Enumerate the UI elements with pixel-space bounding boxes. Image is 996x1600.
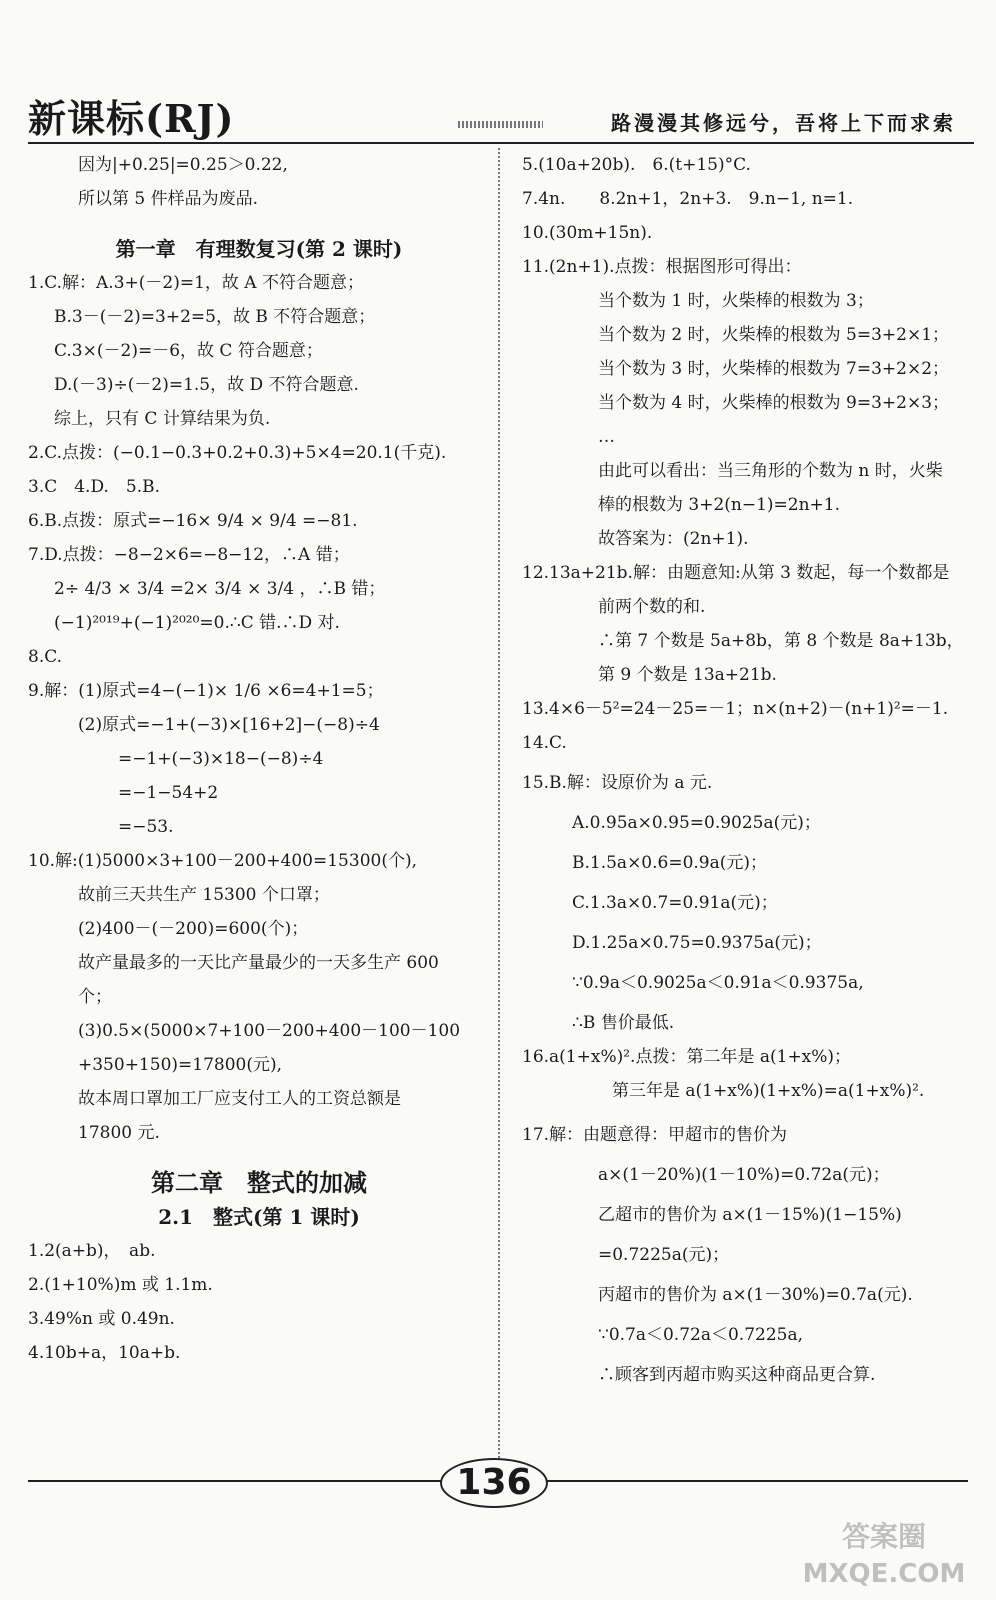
answer-line: ∴顾客到丙超市购买这种商品更合算. — [598, 1365, 876, 1385]
answer-line: 1.2(a+b)， ab. — [28, 1241, 156, 1261]
answer-line: 3.C 4.D. 5.B. — [28, 477, 160, 497]
spacer — [28, 216, 490, 232]
answer-line: 故前三天共生产 15300 个口罩； — [78, 885, 330, 905]
answer-line: 故答案为：(2n+1). — [598, 529, 749, 549]
spacer — [28, 1150, 490, 1166]
answer-line: 6.B.点拨：原式=−16× 9/4 × 9/4 =−81. — [28, 511, 358, 531]
answer-line: 9.解：(1)原式=4−(−1)× 1/6 ×6=4+1=5； — [28, 681, 384, 701]
section-heading: 第二章 整式的加减 — [151, 1168, 367, 1197]
answer-line: 7.4n. 8.2n+1，2n+3. 9.n−1, n=1. — [522, 189, 854, 209]
answer-line: 故产量最多的一天比产量最少的一天多生产 600 — [78, 953, 439, 973]
left-column — [28, 148, 490, 1370]
answer-line: =−1−54+2 — [118, 783, 219, 803]
answer-line: 丙超市的售价为 a×(1－30%)=0.7a(元). — [598, 1285, 913, 1305]
answer-line: 10.解:(1)5000×3+100－200+400=15300(个), — [28, 851, 417, 871]
watermark-logo-text: 答案圈 — [841, 1520, 927, 1553]
answer-line: 16.a(1+x%)².点拨：第二年是 a(1+x%)； — [522, 1047, 852, 1067]
answer-line: 当个数为 4 时，火柴棒的根数为 9=3+2×3； — [598, 393, 950, 413]
answer-line: C.1.3a×0.7=0.91a(元)； — [572, 893, 778, 913]
answer-line: 5.(10a+20b). 6.(t+15)°C. — [522, 155, 751, 175]
answer-line: ∵0.7a＜0.72a＜0.7225a, — [598, 1325, 803, 1345]
answer-line: =−1+(−3)×18−(−8)÷4 — [118, 749, 324, 769]
answer-line: 14.C. — [522, 733, 567, 753]
answer-line: (3)0.5×(5000×7+100－200+400－100－100 — [78, 1021, 461, 1041]
page-number: 136 — [440, 1458, 548, 1508]
answer-line: 2.C.点拨：(−0.1−0.3+0.2+0.3)+5×4=20.1(千克). — [28, 443, 447, 463]
answer-line: 当个数为 1 时，火柴棒的根数为 3； — [598, 291, 874, 311]
spacer — [522, 1108, 972, 1118]
book-series-title: 新课标(RJ) — [28, 96, 235, 141]
answer-line: 17800 元. — [78, 1123, 160, 1143]
answer-line: C.3×(－2)=－6，故 C 符合题意； — [54, 341, 323, 361]
answer-line: 13.4×6－5²=24－25=－1；n×(n+2)－(n+1)²=－1. — [522, 699, 949, 719]
answer-line: 2÷ 4/3 × 3/4 =2× 3/4 × 3/4 ，∴B 错； — [54, 579, 386, 599]
answer-line: 乙超市的售价为 a×(1－15%)(1−15%) — [598, 1205, 902, 1225]
answer-line: (2)400－(－200)=600(个)； — [78, 919, 309, 939]
answer-line: 4.10b+a，10a+b. — [28, 1343, 181, 1363]
answer-line: 由此可以看出：当三角形的个数为 n 时，火柴 — [598, 461, 943, 481]
header-rule — [28, 142, 974, 144]
answer-line: ∴B 售价最低. — [572, 1013, 675, 1033]
answer-line: 11.(2n+1).点拨：根据图形可得出： — [522, 257, 802, 277]
answer-line: a×(1－20%)(1－10%)=0.72a(元)； — [598, 1165, 890, 1185]
answer-line: 10.(30m+15n). — [522, 223, 653, 243]
answer-line: 当个数为 2 时，火柴棒的根数为 5=3+2×1； — [598, 325, 950, 345]
answer-line: 17.解：由题意得：甲超市的售价为 — [522, 1125, 788, 1145]
answer-line: B.1.5a×0.6=0.9a(元)； — [572, 853, 768, 873]
answer-line: (2)原式=−1+(−3)×[16+2]−(−8)÷4 — [78, 715, 380, 735]
answer-line: D.1.25a×0.75=0.9375a(元)； — [572, 933, 822, 953]
answer-line: 个； — [78, 987, 112, 1007]
right-column — [522, 148, 972, 1392]
answer-line: ∵0.9a＜0.9025a＜0.91a＜0.9375a, — [572, 973, 864, 993]
answer-line: 棒的根数为 3+2(n−1)=2n+1. — [598, 495, 841, 515]
answer-line: 1.C.解：A.3+(－2)=1，故 A 不符合题意； — [28, 273, 364, 293]
answer-line: 综上，只有 C 计算结果为负. — [54, 409, 271, 429]
header-motto: 路漫漫其修远兮，吾将上下而求索 — [611, 111, 956, 135]
column-divider — [498, 148, 500, 1470]
watermark-site-text: MXQE.COM — [802, 1559, 966, 1589]
answer-line: 12.13a+21b.解：由题意知:从第 3 数起，每一个数都是 — [522, 563, 950, 583]
answer-line: =0.7225a(元)； — [598, 1245, 730, 1265]
answer-line: 3.49%n 或 0.49n. — [28, 1309, 175, 1329]
answer-line: 所以第 5 件样品为废品. — [78, 189, 259, 209]
answer-line: 故本周口罩加工厂应支付工人的工资总额是 — [78, 1089, 401, 1109]
answer-line: +350+150)=17800(元), — [78, 1055, 283, 1075]
section-heading: 第一章 有理数复习(第 2 课时) — [115, 237, 403, 261]
answer-line: A.0.95a×0.95=0.9025a(元)； — [572, 813, 821, 833]
answer-line: 当个数为 3 时，火柴棒的根数为 7=3+2×2； — [598, 359, 950, 379]
answer-line: 8.C. — [28, 647, 63, 667]
answer-line: 7.D.点拨：−8−2×6=−8−12，∴A 错； — [28, 545, 350, 565]
answer-line: D.(－3)÷(－2)=1.5，故 D 不符合题意. — [54, 375, 359, 395]
answer-line: ∴第 7 个数是 5a+8b，第 8 个数是 8a+13b， — [598, 631, 964, 651]
answer-line: … — [598, 427, 615, 447]
answer-line: 因为|+0.25|=0.25＞0.22, — [78, 155, 288, 175]
answer-line: 第三年是 a(1+x%)(1+x%)=a(1+x%)². — [612, 1081, 925, 1101]
answer-line: 2.(1+10%)m 或 1.1m. — [28, 1275, 213, 1295]
answer-line: =−53. — [118, 817, 174, 837]
answer-line: B.3－(－2)=3+2=5，故 B 不符合题意； — [54, 307, 376, 327]
answer-line: 15.B.解：设原价为 a 元. — [522, 773, 713, 793]
answer-line: 第 9 个数是 13a+21b. — [598, 665, 777, 685]
header-decorative-dots — [458, 121, 543, 128]
answer-line: 前两个数的和. — [598, 597, 706, 617]
watermark-logo — [800, 1512, 968, 1590]
section-heading: 2.1 整式(第 1 课时) — [158, 1205, 360, 1229]
answer-line: (−1)²⁰¹⁹+(−1)²⁰²⁰=0.∴C 错.∴D 对. — [54, 613, 340, 633]
